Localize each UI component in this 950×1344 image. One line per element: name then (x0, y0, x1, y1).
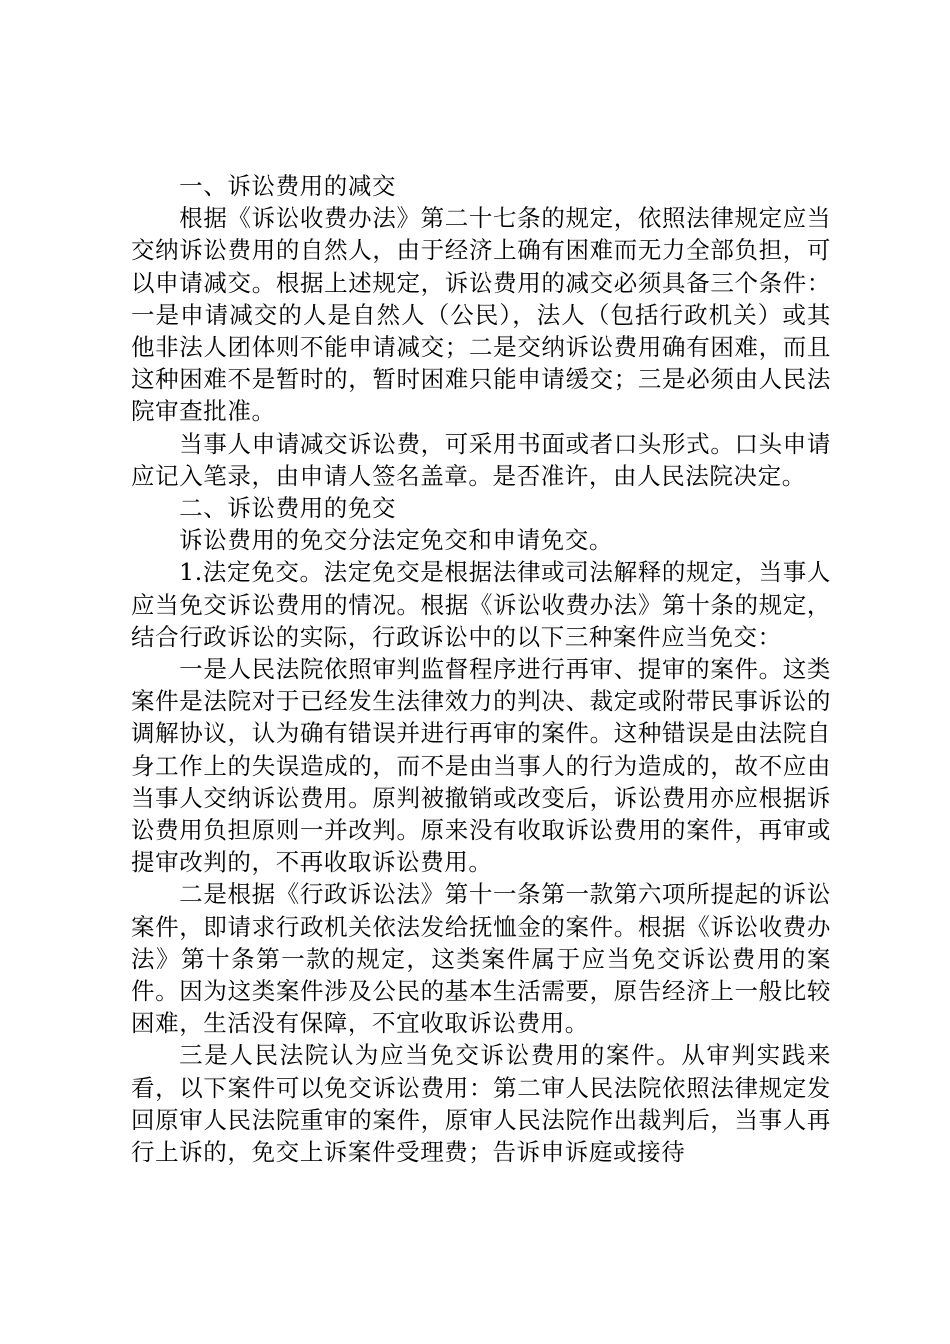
paragraph: 诉讼费用的免交分法定免交和申请免交。 (179, 526, 613, 555)
heading-fee-exemption: 二、诉讼费用的免交 (179, 494, 397, 523)
paragraph: 1.法定免交。法定免交是根据法律或司法解释的规定，当事人应当免交诉讼费用的情况。根据《诉讼收费办法》第十条的规定，结合行政诉讼的实际，行政诉讼中的以下三种案件应当免交： (131, 558, 831, 651)
paragraph: 一是人民法院依照审判监督程序进行再审、提审的案件。这类案件是法院对于已经发生法律效力的判决、裁定或附带民事诉讼的调解协议，认为确有错误并进行再审的案件。这种错误是由法院自身工作上的失误造成的，而不是由当事人的行为造成的，故不应由当事人交纳诉讼费用。原判被撤销或改变后，诉讼费用亦应根据诉讼费用负担原则一并改判。原来没有收取诉讼费用的案件，再审或提审改判的，不再收取诉讼费用。 (131, 655, 831, 877)
paragraph: 三是人民法院认为应当免交诉讼费用的案件。从审判实践来看，以下案件可以免交诉讼费用：第二审人民法院依照法律规定发回原审人民法院重审的案件，原审人民法院作出裁判后，当事人再行上诉的，免交上诉案件受理费；告诉申诉庭或接待 (131, 1041, 831, 1167)
paragraph: 根据《诉讼收费办法》第二十七条的规定，依照法律规定应当交纳诉讼费用的自然人，由于经济上确有困难而无力全部负担，可以申请减交。根据上述规定，诉讼费用的减交必须具备三个条件：一是申请减交的人是自然人（公民），法人（包括行政机关）或其他非法人团体则不能申请减交；二是交纳诉讼费用确有困难，而且这种困难不是暂时的，暂时困难只能申请缓交；三是必须由人民法院审查批准。 (131, 204, 831, 426)
paragraph: 当事人申请减交诉讼费，可采用书面或者口头形式。口头申请应记入笔录，由申请人签名盖章。是否准许，由人民法院决定。 (131, 429, 831, 490)
document-body (131, 170, 831, 1168)
heading-fee-reduction: 一、诉讼费用的减交 (179, 172, 397, 200)
paragraph: 二是根据《行政诉讼法》第十一条第一款第六项所提起的诉讼案件，即请求行政机关依法发给抚恤金的案件。根据《诉讼收费办法》第十条第一款的规定，这类案件属于应当免交诉讼费用的案件。因为这类案件涉及公民的基本生活需要，原告经济上一般比较困难，生活没有保障，不宜收取诉讼费用。 (131, 880, 831, 1038)
